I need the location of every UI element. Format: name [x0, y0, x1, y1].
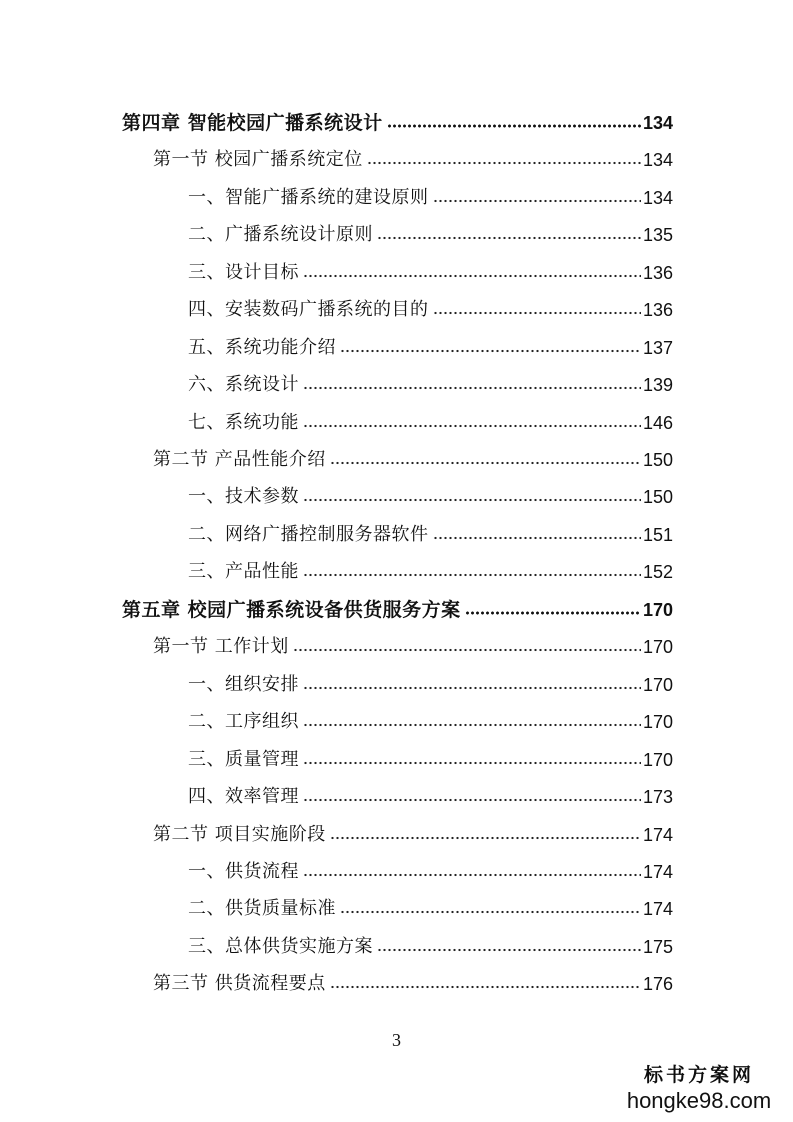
- watermark-url: hongke98.com: [626, 1088, 772, 1113]
- toc-entry-subsection: [188, 516, 673, 546]
- toc-entry-page: 170: [642, 675, 673, 695]
- toc-entry-subsection: [188, 329, 673, 359]
- toc-leader-dots: [303, 384, 641, 392]
- toc-entry-page: 136: [642, 300, 673, 320]
- toc-entry-subsection: [188, 254, 673, 284]
- watermark-title: 标书方案网: [643, 1064, 754, 1086]
- toc-entry-label: 二、工序组织: [188, 711, 299, 732]
- toc-entry-page: 134: [642, 113, 673, 133]
- toc-entry-page: 139: [642, 375, 673, 395]
- toc-entry-subsection: [188, 853, 673, 883]
- watermark: [619, 1062, 779, 1114]
- toc-entry-page: 150: [642, 450, 673, 470]
- toc-leader-dots: [293, 646, 641, 654]
- toc-leader-dots: [433, 197, 641, 205]
- toc-entry-page: 152: [642, 562, 673, 582]
- toc-entry-page: 174: [642, 899, 673, 919]
- toc-entry-subsection: [188, 703, 673, 733]
- toc-leader-dots: [330, 983, 641, 991]
- toc-entry-label: 一、智能广播系统的建设原则: [188, 187, 429, 208]
- toc-entry-page: 134: [642, 188, 673, 208]
- toc-entry-label: 第三节 供货流程要点: [153, 973, 326, 994]
- toc-leader-dots: [303, 721, 641, 729]
- toc-entry-page: 136: [642, 263, 673, 283]
- toc-entry-label: 第二节 项目实施阶段: [153, 824, 326, 845]
- toc-entry-page: 173: [642, 787, 673, 807]
- toc-entry-page: 146: [642, 413, 673, 433]
- toc-entry-subsection: [188, 366, 673, 396]
- toc-entry-page: 174: [642, 825, 673, 845]
- toc-leader-dots: [433, 309, 641, 317]
- toc-entry-subsection: [188, 478, 673, 508]
- toc-leader-dots: [303, 759, 641, 767]
- toc-entry-label: 四、效率管理: [188, 786, 299, 807]
- toc-entry-page: 176: [642, 974, 673, 994]
- toc-entry-page: 174: [642, 862, 673, 882]
- toc-entry-label: 第一节 校园广播系统定位: [153, 149, 363, 170]
- toc-leader-dots: [303, 422, 641, 430]
- toc-entry-subsection: [188, 928, 673, 958]
- toc-leader-dots: [367, 159, 641, 167]
- toc-leader-dots: [433, 534, 641, 542]
- toc-entry-label: 三、产品性能: [188, 561, 299, 582]
- toc-entry-label: 一、技术参数: [188, 486, 299, 507]
- toc-entry-subsection: [188, 741, 673, 771]
- toc-entry-subsection: [188, 404, 673, 434]
- toc-entry-label: 二、广播系统设计原则: [188, 224, 373, 245]
- toc-entry-page: 151: [642, 525, 673, 545]
- toc-entry-page: 134: [642, 150, 673, 170]
- toc-entry-label: 一、供货流程: [188, 861, 299, 882]
- toc-entry-chapter-4: [122, 104, 673, 134]
- toc-entry-label: 第二节 产品性能介绍: [153, 449, 326, 470]
- toc-entry-label: 七、系统功能: [188, 412, 299, 433]
- toc-leader-dots: [330, 459, 641, 467]
- toc-entry-label: 三、质量管理: [188, 749, 299, 770]
- toc-leader-dots: [387, 122, 641, 130]
- toc-leader-dots: [303, 871, 641, 879]
- toc-entry-page: 170: [642, 637, 673, 657]
- toc-entry-label: 二、供货质量标准: [188, 898, 336, 919]
- toc-leader-dots: [303, 272, 641, 280]
- toc-entry-page: 170: [642, 750, 673, 770]
- toc-entry-subsection: [188, 291, 673, 321]
- toc-leader-dots: [303, 796, 641, 804]
- toc-entry-page: 170: [642, 712, 673, 732]
- toc-entry-section: [153, 965, 673, 995]
- toc-leader-dots: [303, 684, 641, 692]
- toc-entry-label: 四、安装数码广播系统的目的: [188, 299, 429, 320]
- toc-entry-subsection: [188, 890, 673, 920]
- toc-entry-section: [153, 141, 673, 171]
- toc-entry-subsection: [188, 216, 673, 246]
- toc-leader-dots: [303, 571, 641, 579]
- toc-entry-chapter-5: [122, 591, 673, 621]
- toc-entry-subsection: [188, 666, 673, 696]
- toc-entry-subsection: [188, 778, 673, 808]
- toc-leader-dots: [377, 234, 641, 242]
- toc-leader-dots: [377, 946, 641, 954]
- toc-entry-label: 第一节 工作计划: [153, 636, 289, 657]
- page-number: 3: [392, 1030, 401, 1050]
- toc-entry-label: 五、系统功能介绍: [188, 337, 336, 358]
- toc-entry-section: [153, 441, 673, 471]
- toc-entry-page: 137: [642, 338, 673, 358]
- toc-entry-page: 170: [642, 600, 673, 620]
- toc-leader-dots: [340, 347, 641, 355]
- toc-entry-label: 第五章 校园广播系统设备供货服务方案: [122, 599, 461, 621]
- toc-entry-label: 三、设计目标: [188, 262, 299, 283]
- toc-leader-dots: [303, 496, 641, 504]
- toc-entry-label: 二、网络广播控制服务器软件: [188, 524, 429, 545]
- toc-entry-label: 三、总体供货实施方案: [188, 936, 373, 957]
- toc-entry-label: 一、组织安排: [188, 674, 299, 695]
- toc-entry-page: 175: [642, 937, 673, 957]
- toc-leader-dots: [465, 609, 641, 617]
- toc-entry-page: 135: [642, 225, 673, 245]
- toc-entry-subsection: [188, 553, 673, 583]
- toc-leader-dots: [340, 908, 641, 916]
- toc-entry-label: 第四章 智能校园广播系统设计: [122, 112, 383, 134]
- toc-leader-dots: [330, 834, 641, 842]
- toc-entry-section: [153, 816, 673, 846]
- toc-entry-page: 150: [642, 487, 673, 507]
- toc-entry-label: 六、系统设计: [188, 374, 299, 395]
- toc-entry-subsection: [188, 179, 673, 209]
- toc-entry-section: [153, 628, 673, 658]
